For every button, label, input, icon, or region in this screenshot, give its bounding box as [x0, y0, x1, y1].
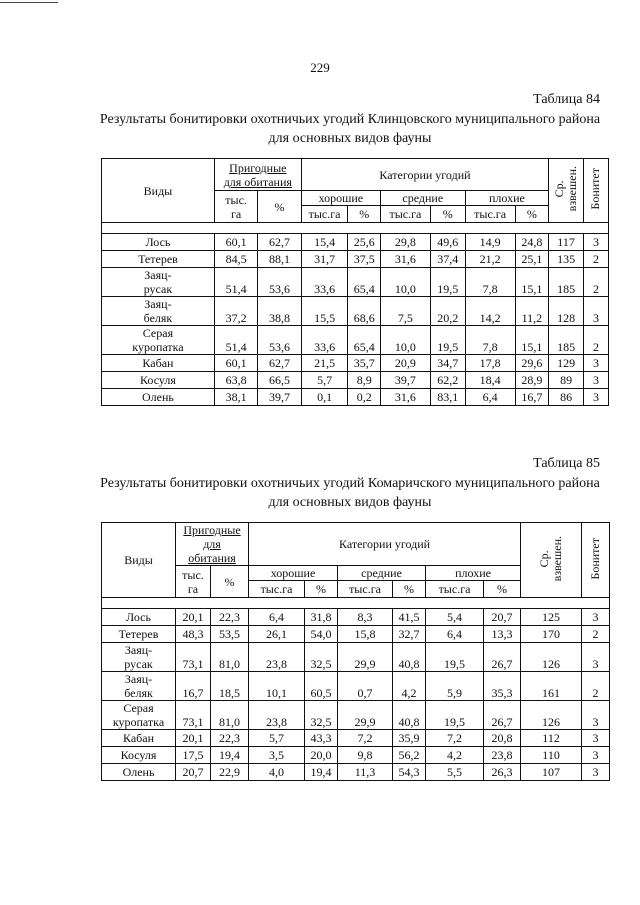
value-cell: 16,7 — [515, 389, 549, 406]
value-cell: 3 — [582, 643, 610, 672]
value-cell: 84,5 — [214, 251, 257, 268]
value-cell: 62,7 — [258, 355, 301, 372]
table-label: Таблица 84 — [533, 92, 600, 107]
table-row — [102, 372, 609, 389]
species-cell: Косуля — [102, 747, 176, 764]
table-row — [102, 672, 610, 701]
value-cell: 15,1 — [515, 326, 549, 355]
table-row — [102, 234, 609, 251]
value-cell: 126 — [521, 701, 582, 730]
value-cell: 110 — [521, 747, 582, 764]
value-cell: 5,7 — [301, 372, 348, 389]
species-cell: Серая куропатка — [102, 701, 176, 730]
species-cell: Кабан — [102, 730, 176, 747]
value-cell: 54,0 — [305, 626, 338, 643]
header-categories: Категории угодий — [249, 523, 521, 566]
value-cell: 33,6 — [301, 326, 348, 355]
value-cell: 21,2 — [465, 251, 515, 268]
value-cell: 19,5 — [426, 701, 484, 730]
value-cell: 19,4 — [211, 747, 249, 764]
value-cell: 40,8 — [393, 643, 426, 672]
value-cell: 31,6 — [380, 389, 430, 406]
value-cell: 37,4 — [430, 251, 465, 268]
value-cell: 38,8 — [258, 297, 301, 326]
value-cell: 23,8 — [249, 701, 305, 730]
species-cell: Заяц- беляк — [102, 672, 176, 701]
value-cell: 22,3 — [211, 730, 249, 747]
value-cell: 0,2 — [348, 389, 381, 406]
species-cell: Олень — [102, 764, 176, 781]
value-cell: 5,5 — [426, 764, 484, 781]
value-cell: 24,8 — [515, 234, 549, 251]
header-categories: Категории угодий — [301, 159, 548, 191]
value-cell: 34,7 — [430, 355, 465, 372]
table-row — [102, 609, 610, 626]
value-cell: 35,3 — [484, 672, 521, 701]
table-row — [102, 701, 610, 730]
value-cell: 8,9 — [348, 372, 381, 389]
header-mid: средние — [338, 566, 426, 581]
value-cell: 3 — [583, 372, 608, 389]
value-cell: 20,0 — [305, 747, 338, 764]
value-cell: 20,7 — [484, 609, 521, 626]
value-cell: 13,3 — [484, 626, 521, 643]
value-cell: 117 — [549, 234, 584, 251]
value-cell: 19,5 — [430, 268, 465, 297]
value-cell: 51,4 — [214, 326, 257, 355]
species-cell: Заяц- русак — [102, 643, 176, 672]
value-cell: 18,4 — [465, 372, 515, 389]
value-cell: 31,6 — [380, 251, 430, 268]
value-cell: 38,1 — [214, 389, 257, 406]
value-cell: 54,3 — [393, 764, 426, 781]
value-cell: 14,9 — [465, 234, 515, 251]
value-cell: 125 — [521, 609, 582, 626]
value-cell: 15,1 — [515, 268, 549, 297]
value-cell: 68,6 — [348, 297, 381, 326]
table-row — [102, 268, 609, 297]
species-cell: Олень — [102, 389, 215, 406]
value-cell: 10,1 — [249, 672, 305, 701]
value-cell: 20,2 — [430, 297, 465, 326]
value-cell: 32,7 — [393, 626, 426, 643]
value-cell: 63,8 — [214, 372, 257, 389]
value-cell: 3 — [583, 297, 608, 326]
header-good: хорошие — [301, 191, 380, 206]
table-row — [102, 764, 610, 781]
sub-pct: % — [393, 581, 426, 598]
value-cell: 135 — [549, 251, 584, 268]
value-cell: 86 — [549, 389, 584, 406]
value-cell: 19,5 — [430, 326, 465, 355]
value-cell: 56,2 — [393, 747, 426, 764]
sub-pct: % — [484, 581, 521, 598]
value-cell: 170 — [521, 626, 582, 643]
value-cell: 15,8 — [338, 626, 393, 643]
species-cell: Тетерев — [102, 626, 176, 643]
header-tys-ga: тыс. га — [214, 191, 257, 223]
value-cell: 35,9 — [393, 730, 426, 747]
value-cell: 66,5 — [258, 372, 301, 389]
table-label: Таблица 85 — [533, 456, 600, 471]
value-cell: 4,2 — [393, 672, 426, 701]
species-cell: Лось — [102, 234, 215, 251]
value-cell: 26,7 — [484, 701, 521, 730]
value-cell: 2 — [582, 626, 610, 643]
value-cell: 14,2 — [465, 297, 515, 326]
value-cell: 3 — [583, 389, 608, 406]
bonitet-table-klintsy — [101, 158, 609, 406]
header-tys-ga: тыс. га — [176, 566, 211, 598]
value-cell: 18,5 — [211, 672, 249, 701]
value-cell: 9,8 — [338, 747, 393, 764]
value-cell: 83,1 — [430, 389, 465, 406]
value-cell: 81,0 — [211, 701, 249, 730]
sub-pct: % — [430, 206, 465, 223]
value-cell: 16,7 — [176, 672, 211, 701]
value-cell: 20,7 — [176, 764, 211, 781]
species-cell: Серая куропатка — [102, 326, 215, 355]
value-cell: 22,3 — [211, 609, 249, 626]
value-cell: 6,4 — [465, 389, 515, 406]
value-cell: 0,7 — [338, 672, 393, 701]
value-cell: 4,2 — [426, 747, 484, 764]
value-cell: 23,8 — [249, 643, 305, 672]
value-cell: 5,4 — [426, 609, 484, 626]
species-cell: Кабан — [102, 355, 215, 372]
value-cell: 4,0 — [249, 764, 305, 781]
species-cell: Заяц- беляк — [102, 297, 215, 326]
value-cell: 7,2 — [338, 730, 393, 747]
value-cell: 15,4 — [301, 234, 348, 251]
value-cell: 2 — [583, 326, 608, 355]
value-cell: 26,1 — [249, 626, 305, 643]
value-cell: 112 — [521, 730, 582, 747]
value-cell: 51,4 — [214, 268, 257, 297]
value-cell: 7,2 — [426, 730, 484, 747]
value-cell: 28,9 — [515, 372, 549, 389]
header-bad: плохие — [426, 566, 521, 581]
spacer-row — [102, 223, 609, 234]
species-cell: Заяц- русак — [102, 268, 215, 297]
value-cell: 11,3 — [338, 764, 393, 781]
value-cell: 48,3 — [176, 626, 211, 643]
value-cell: 40,8 — [393, 701, 426, 730]
value-cell: 88,1 — [258, 251, 301, 268]
header-avg: Ср. взвешен. — [521, 523, 582, 598]
table-row — [102, 355, 609, 372]
value-cell: 3 — [583, 234, 608, 251]
value-cell: 107 — [521, 764, 582, 781]
sub-pct: % — [348, 206, 381, 223]
value-cell: 185 — [549, 326, 584, 355]
value-cell: 19,5 — [426, 643, 484, 672]
value-cell: 7,8 — [465, 326, 515, 355]
header-good: хорошие — [249, 566, 338, 581]
header-bonitet: Бонитет — [583, 159, 608, 223]
header-pct: % — [258, 191, 301, 223]
value-cell: 20,8 — [484, 730, 521, 747]
sub-tys: тыс.га — [338, 581, 393, 598]
value-cell: 2 — [583, 268, 608, 297]
header-species: Виды — [102, 159, 215, 223]
value-cell: 29,6 — [515, 355, 549, 372]
sub-tys: тыс.га — [249, 581, 305, 598]
sub-pct: % — [305, 581, 338, 598]
bonitet-table-komarichi — [101, 522, 610, 781]
value-cell: 62,2 — [430, 372, 465, 389]
value-cell: 29,9 — [338, 701, 393, 730]
value-cell: 129 — [549, 355, 584, 372]
table-row — [102, 326, 609, 355]
header-species: Виды — [102, 523, 176, 598]
sub-tys: тыс.га — [380, 206, 430, 223]
value-cell: 53,6 — [258, 326, 301, 355]
value-cell: 3 — [583, 355, 608, 372]
value-cell: 60,5 — [305, 672, 338, 701]
value-cell: 65,4 — [348, 268, 381, 297]
value-cell: 5,7 — [249, 730, 305, 747]
value-cell: 73,1 — [176, 643, 211, 672]
value-cell: 37,5 — [348, 251, 381, 268]
table-title: Результаты бонитировки охотничьих угодий Комаричского муниципального района для основных видов фауны — [100, 476, 600, 510]
header-avg: Ср. взвешен. — [549, 159, 584, 223]
value-cell: 19,4 — [305, 764, 338, 781]
value-cell: 53,5 — [211, 626, 249, 643]
header-habitat: Пригодные для обитания — [214, 159, 301, 191]
table-row — [102, 747, 610, 764]
value-cell: 6,4 — [249, 609, 305, 626]
value-cell: 43,3 — [305, 730, 338, 747]
value-cell: 25,6 — [348, 234, 381, 251]
table-row — [102, 643, 610, 672]
table-row — [102, 297, 609, 326]
header-bad: плохие — [465, 191, 549, 206]
value-cell: 185 — [549, 268, 584, 297]
value-cell: 32,5 — [305, 643, 338, 672]
table-row — [102, 389, 609, 406]
value-cell: 22,9 — [211, 764, 249, 781]
value-cell: 2 — [582, 672, 610, 701]
value-cell: 10,0 — [380, 326, 430, 355]
value-cell: 20,9 — [380, 355, 430, 372]
sub-tys: тыс.га — [426, 581, 484, 598]
value-cell: 161 — [521, 672, 582, 701]
species-cell: Тетерев — [102, 251, 215, 268]
value-cell: 11,2 — [515, 297, 549, 326]
value-cell: 60,1 — [214, 355, 257, 372]
value-cell: 49,6 — [430, 234, 465, 251]
species-cell: Лось — [102, 609, 176, 626]
sub-tys: тыс.га — [301, 206, 348, 223]
value-cell: 128 — [549, 297, 584, 326]
value-cell: 53,6 — [258, 268, 301, 297]
value-cell: 3 — [582, 701, 610, 730]
sub-pct: % — [515, 206, 549, 223]
value-cell: 23,8 — [484, 747, 521, 764]
value-cell: 41,5 — [393, 609, 426, 626]
value-cell: 15,5 — [301, 297, 348, 326]
value-cell: 33,6 — [301, 268, 348, 297]
value-cell: 25,1 — [515, 251, 549, 268]
value-cell: 8,3 — [338, 609, 393, 626]
value-cell: 81,0 — [211, 643, 249, 672]
value-cell: 60,1 — [214, 234, 257, 251]
value-cell: 31,8 — [305, 609, 338, 626]
species-cell: Косуля — [102, 372, 215, 389]
value-cell: 6,4 — [426, 626, 484, 643]
table-row — [102, 626, 610, 643]
table-row — [102, 730, 610, 747]
value-cell: 3 — [582, 730, 610, 747]
value-cell: 37,2 — [214, 297, 257, 326]
value-cell: 7,5 — [380, 297, 430, 326]
value-cell: 65,4 — [348, 326, 381, 355]
table-title: Результаты бонитировки охотничьих угодий Клинцовского муниципального района для основных видов фауны — [99, 112, 601, 146]
value-cell: 3 — [582, 764, 610, 781]
value-cell: 0,1 — [301, 389, 348, 406]
value-cell: 3 — [582, 747, 610, 764]
header-pct: % — [211, 566, 249, 598]
value-cell: 26,7 — [484, 643, 521, 672]
value-cell: 21,5 — [301, 355, 348, 372]
header-bonitet: Бонитет — [582, 523, 610, 598]
top-rule — [0, 2, 58, 3]
value-cell: 7,8 — [465, 268, 515, 297]
value-cell: 35,7 — [348, 355, 381, 372]
value-cell: 5,9 — [426, 672, 484, 701]
value-cell: 17,5 — [176, 747, 211, 764]
header-habitat: Пригодные для обитания — [176, 523, 249, 566]
value-cell: 10,0 — [380, 268, 430, 297]
value-cell: 26,3 — [484, 764, 521, 781]
table-row — [102, 251, 609, 268]
value-cell: 20,1 — [176, 609, 211, 626]
value-cell: 29,9 — [338, 643, 393, 672]
value-cell: 62,7 — [258, 234, 301, 251]
value-cell: 29,8 — [380, 234, 430, 251]
value-cell: 3,5 — [249, 747, 305, 764]
page-number: 229 — [310, 60, 330, 75]
value-cell: 89 — [549, 372, 584, 389]
value-cell: 39,7 — [258, 389, 301, 406]
sub-tys: тыс.га — [465, 206, 515, 223]
value-cell: 2 — [583, 251, 608, 268]
value-cell: 32,5 — [305, 701, 338, 730]
header-mid: средние — [380, 191, 465, 206]
value-cell: 73,1 — [176, 701, 211, 730]
value-cell: 31,7 — [301, 251, 348, 268]
value-cell: 39,7 — [380, 372, 430, 389]
spacer-row — [102, 598, 610, 609]
value-cell: 3 — [582, 609, 610, 626]
value-cell: 17,8 — [465, 355, 515, 372]
value-cell: 126 — [521, 643, 582, 672]
value-cell: 20,1 — [176, 730, 211, 747]
